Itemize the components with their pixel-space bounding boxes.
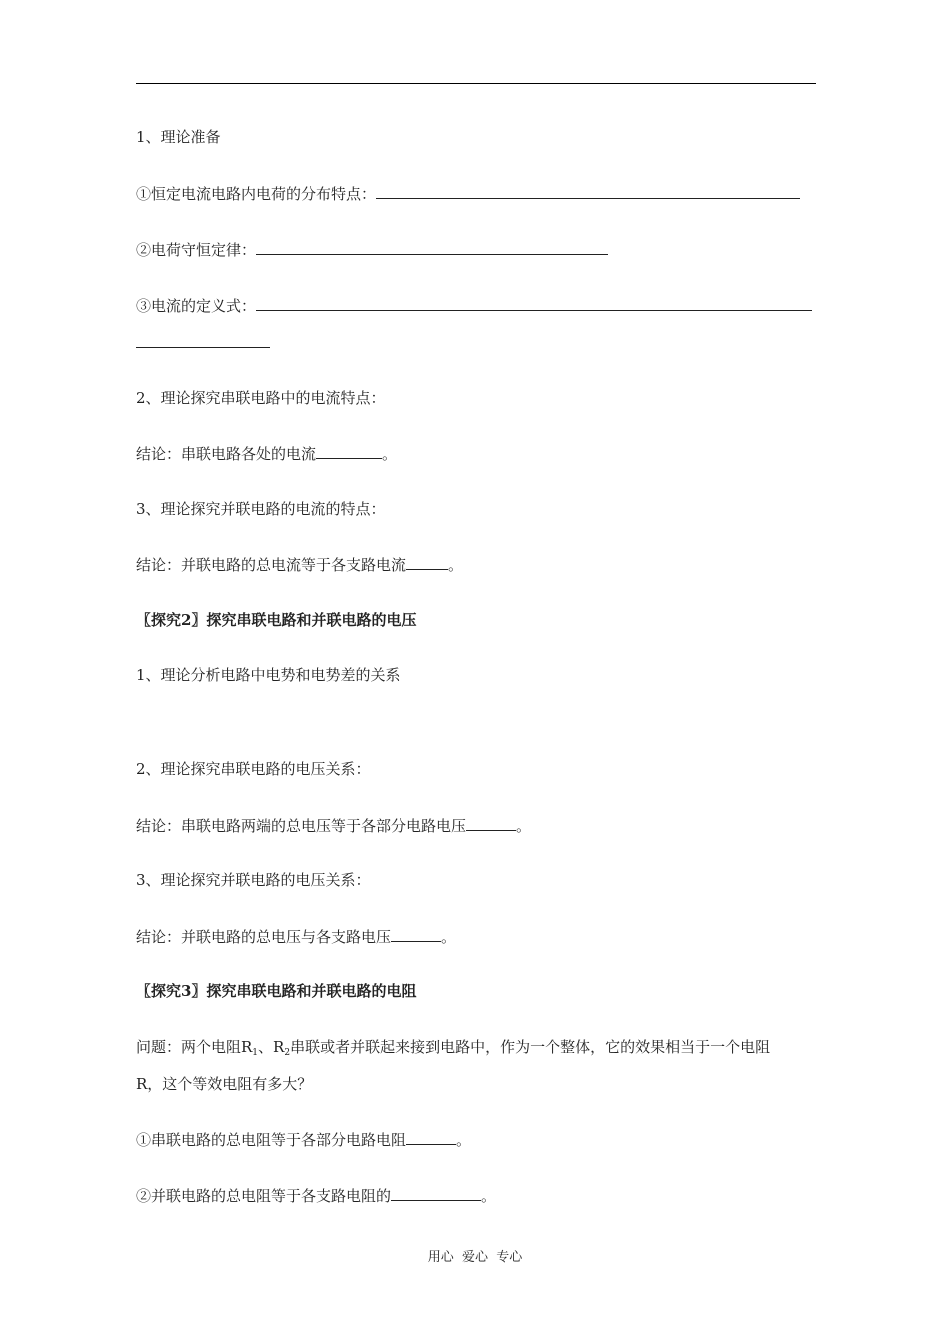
conclusion-series-current	[136, 443, 397, 464]
period: 。	[382, 445, 398, 463]
item-charge-conservation	[136, 239, 608, 260]
fill-blank[interactable]	[256, 239, 608, 255]
item-label: ②电荷守恒定律：	[136, 241, 257, 259]
period: 。	[481, 1187, 497, 1205]
item-text: ②并联电路的总电阻等于各支路电阻的	[136, 1187, 392, 1205]
item-parallel-resistance	[136, 1185, 496, 1206]
page-footer: 用心 爱心 专心	[427, 1250, 523, 1265]
period: 。	[456, 1131, 472, 1149]
item-series-current: 2、理论探究串联电路中的电流特点：	[136, 389, 386, 407]
fill-blank[interactable]	[376, 183, 800, 199]
fill-blank[interactable]	[406, 1129, 456, 1145]
conclusion-series-voltage	[136, 815, 531, 836]
item-label: ①恒定电流电路内电荷的分布特点：	[136, 185, 377, 203]
section-heading-2: 〖探究2〗探究串联电路和并联电路的电压	[136, 611, 417, 629]
item-current-definition	[136, 295, 812, 316]
conclusion-text: 结论：串联电路两端的总电压等于各部分电路电压	[136, 817, 467, 835]
item-series-resistance	[136, 1129, 471, 1150]
conclusion-parallel-voltage	[136, 926, 456, 947]
fill-blank[interactable]	[391, 926, 441, 942]
item-text: ①串联电路的总电阻等于各部分电路电阻	[136, 1131, 407, 1149]
item-potential-analysis: 1、理论分析电路中电势和电势差的关系	[136, 666, 401, 684]
conclusion-text: 结论：并联电路的总电流等于各支路电流	[136, 556, 407, 574]
question-line-2: R，这个等效电阻有多大？	[136, 1075, 313, 1093]
period: 。	[516, 817, 532, 835]
section-heading-3: 〖探究3〗探究串联电路和并联电路的电阻	[136, 982, 417, 1000]
item-label: ③电流的定义式：	[136, 297, 257, 315]
question-text: 问题：两个电阻R	[136, 1038, 253, 1056]
fill-blank[interactable]	[256, 295, 812, 311]
fill-blank[interactable]	[466, 815, 516, 831]
item-theory-prep: 1、理论准备	[136, 128, 221, 146]
fill-blank[interactable]	[136, 332, 270, 348]
fill-blank[interactable]	[316, 443, 382, 459]
question-line-1	[136, 1037, 770, 1063]
fill-blank[interactable]	[406, 554, 448, 570]
period: 。	[441, 928, 457, 946]
item-current-definition-cont	[136, 332, 270, 353]
item-charge-distribution	[136, 183, 800, 204]
item-parallel-voltage: 3、理论探究并联电路的电压关系：	[136, 871, 371, 889]
item-parallel-current: 3、理论探究并联电路的电流的特点：	[136, 500, 386, 518]
question-text: 串联或者并联起来接到电路中，作为一个整体，它的效果相当于一个电阻	[290, 1038, 771, 1056]
period: 。	[448, 556, 464, 574]
conclusion-text: 结论：串联电路各处的电流	[136, 445, 317, 463]
fill-blank[interactable]	[391, 1185, 481, 1201]
header-rule	[136, 83, 816, 84]
item-series-voltage: 2、理论探究串联电路的电压关系：	[136, 760, 371, 778]
conclusion-text: 结论：并联电路的总电压与各支路电压	[136, 928, 392, 946]
subscript: 1	[252, 1048, 259, 1058]
conclusion-parallel-current	[136, 554, 463, 575]
subscript: 2	[284, 1048, 291, 1058]
question-text: 、R	[258, 1038, 285, 1056]
